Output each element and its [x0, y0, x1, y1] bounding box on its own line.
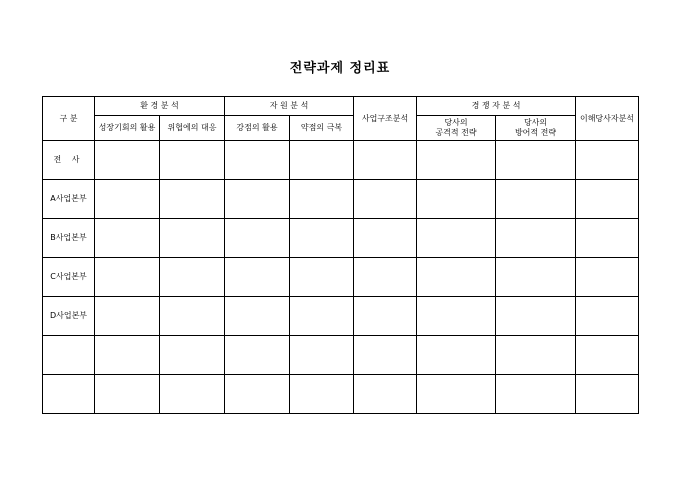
- table-cell: [225, 297, 290, 336]
- table-row: [43, 258, 639, 297]
- table-cell: [417, 141, 496, 180]
- row-label: 전 사: [43, 141, 95, 180]
- subheader-offensive-strategy: [417, 116, 496, 141]
- table-cell: [95, 141, 160, 180]
- table-cell: [290, 141, 354, 180]
- table-cell: [496, 180, 576, 219]
- table-row: [43, 141, 639, 180]
- page-title: 전략과제 정리표: [289, 61, 391, 76]
- table-cell: [354, 141, 417, 180]
- table-cell: [354, 336, 417, 375]
- table-cell: [160, 375, 225, 414]
- row-label: [43, 336, 95, 375]
- table-cell: [95, 375, 160, 414]
- table-cell: [95, 180, 160, 219]
- row-label: A사업본부: [43, 180, 95, 219]
- subheader-defensive-strategy: [496, 116, 576, 141]
- subheader-offensive-line1: 당사의: [444, 118, 468, 127]
- table-cell: [160, 219, 225, 258]
- table-cell: [417, 219, 496, 258]
- table-cell: [225, 375, 290, 414]
- subheader-opportunity: 성장기회의 활용: [95, 116, 160, 141]
- table-cell: [496, 258, 576, 297]
- subheader-weakness: 약점의 극복: [290, 116, 354, 141]
- header-stakeholder-analysis: 이해당사자분석: [576, 97, 639, 141]
- subheader-defensive-line1: 당사의: [523, 118, 548, 127]
- table-row: [43, 375, 639, 414]
- table-cell: [290, 297, 354, 336]
- table-cell: [225, 219, 290, 258]
- table-cell: [225, 180, 290, 219]
- header-env-analysis: 환 경 분 석: [95, 97, 225, 116]
- table-row: [43, 336, 639, 375]
- table-cell: [290, 375, 354, 414]
- table-cell: [354, 375, 417, 414]
- table-cell: [576, 336, 639, 375]
- table-cell: [576, 180, 639, 219]
- table-cell: [160, 258, 225, 297]
- subheader-defensive-line2: 방어적 전략: [514, 128, 557, 137]
- table-cell: [290, 336, 354, 375]
- table-cell: [417, 180, 496, 219]
- header-gubun: 구 분: [43, 97, 95, 141]
- table-cell: [225, 141, 290, 180]
- table-cell: [95, 258, 160, 297]
- row-label: D사업본부: [43, 297, 95, 336]
- table-cell: [95, 336, 160, 375]
- table-row: [43, 219, 639, 258]
- table-row: [43, 180, 639, 219]
- table-cell: [576, 297, 639, 336]
- table-cell: [95, 297, 160, 336]
- table-cell: [290, 219, 354, 258]
- header-resource-analysis: 자 원 분 석: [225, 97, 354, 116]
- row-label: [43, 375, 95, 414]
- header-competitor-analysis: 경 쟁 자 분 석: [417, 97, 576, 116]
- subheader-strength: 강점의 활용: [225, 116, 290, 141]
- table-cell: [354, 297, 417, 336]
- subheader-offensive-line2: 공격적 전략: [435, 128, 477, 137]
- table-cell: [160, 297, 225, 336]
- row-label: B사업본부: [43, 219, 95, 258]
- table-cell: [354, 219, 417, 258]
- table-cell: [496, 141, 576, 180]
- table-cell: [354, 258, 417, 297]
- table-cell: [290, 258, 354, 297]
- table-row: [43, 297, 639, 336]
- table-cell: [417, 336, 496, 375]
- table-cell: [160, 141, 225, 180]
- table-cell: [160, 180, 225, 219]
- table-cell: [496, 375, 576, 414]
- header-business-structure: 사업구조분석: [354, 97, 417, 141]
- table-cell: [290, 180, 354, 219]
- table-cell: [576, 141, 639, 180]
- table-cell: [496, 219, 576, 258]
- subheader-threat: 위협에의 대응: [160, 116, 225, 141]
- table-cell: [95, 219, 160, 258]
- table-cell: [225, 336, 290, 375]
- table-cell: [417, 375, 496, 414]
- table-cell: [225, 258, 290, 297]
- row-label: C사업본부: [43, 258, 95, 297]
- table-cell: [576, 375, 639, 414]
- table-cell: [496, 297, 576, 336]
- table-cell: [354, 180, 417, 219]
- strategy-summary-table: [42, 96, 639, 414]
- table-cell: [496, 336, 576, 375]
- table-cell: [576, 258, 639, 297]
- table-cell: [417, 258, 496, 297]
- table-cell: [160, 336, 225, 375]
- table-cell: [417, 297, 496, 336]
- table-cell: [576, 219, 639, 258]
